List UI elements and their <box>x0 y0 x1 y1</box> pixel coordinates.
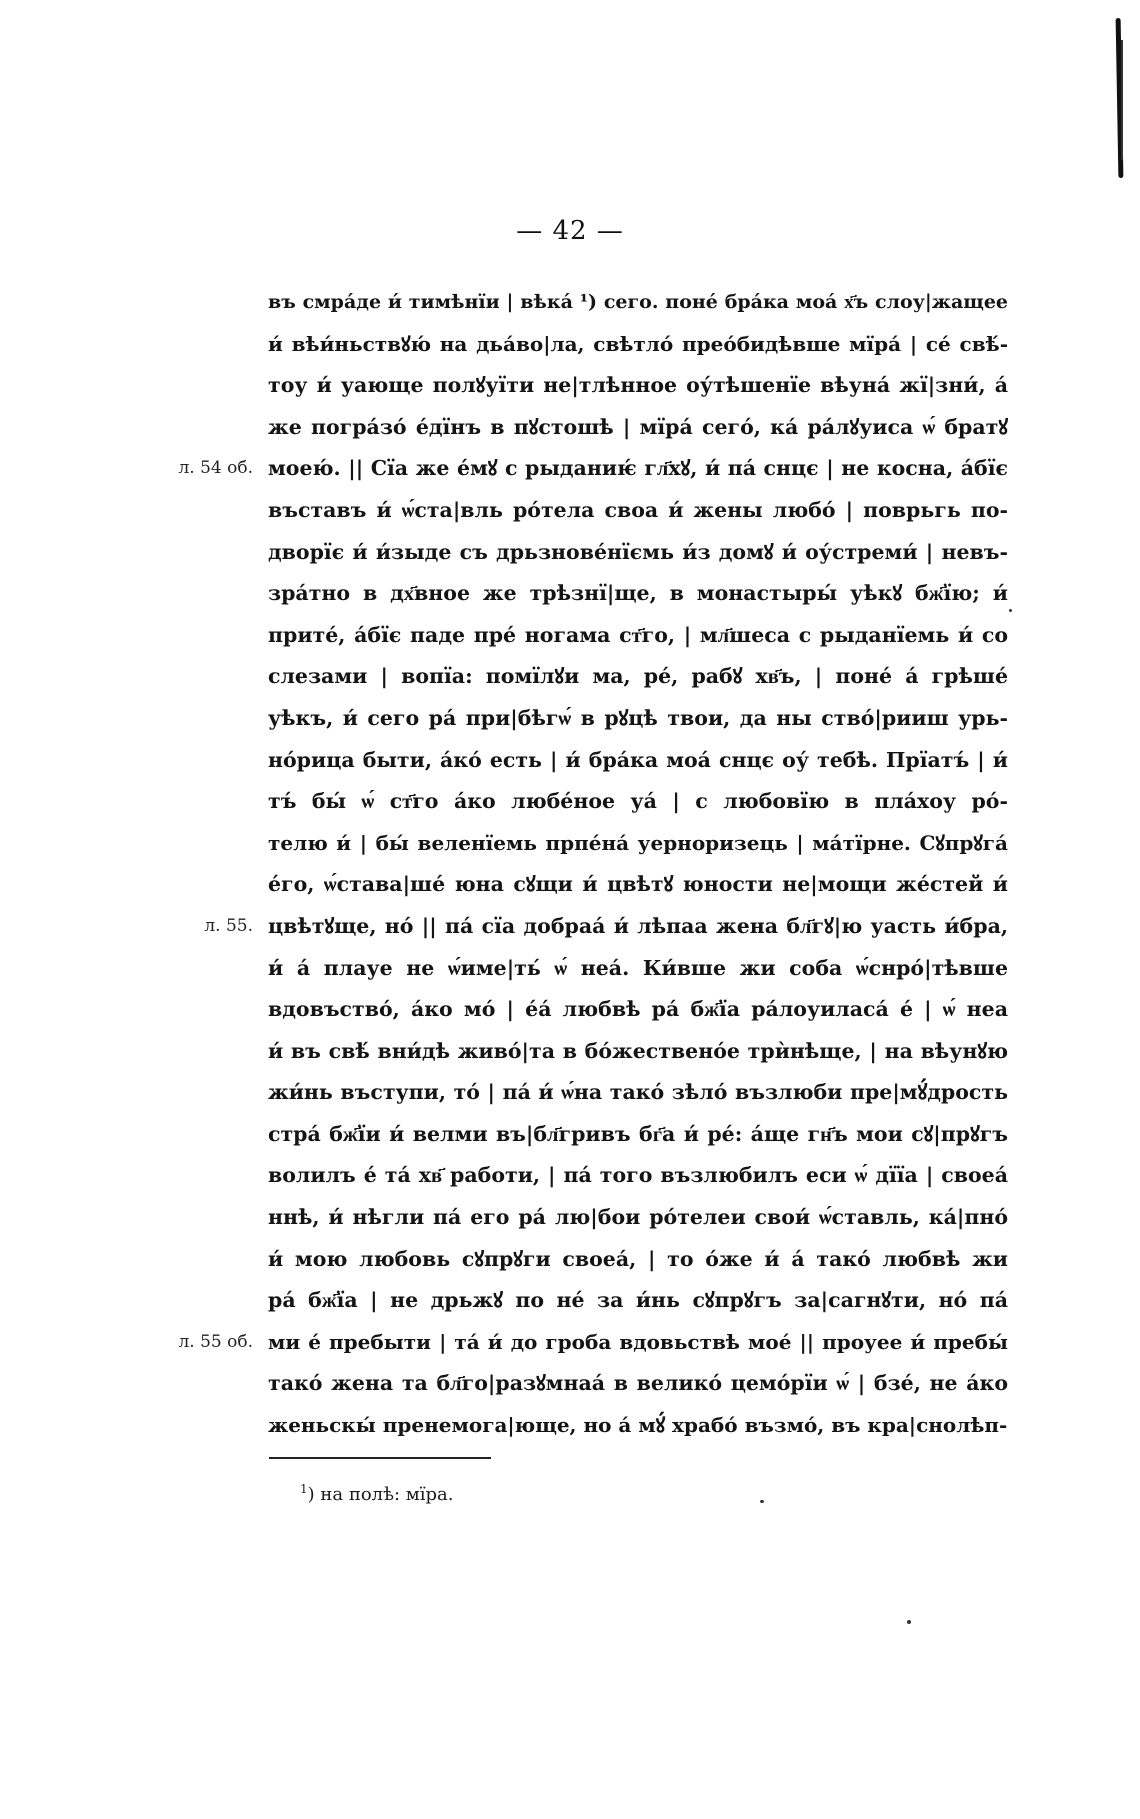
page-speck <box>760 1500 764 1503</box>
text-line: и́ вѣи́ньствꙋю́ на дьа́во|ла, свѣтло́ прео́бидѣвше мїра́ | се́ свѣ́- <box>268 331 1008 356</box>
text-line: ннѣ, и́ нѣгли па́ его ра́ лю|бои ро́телеи свои́ ѡ́ставль, ка́|пно́ <box>268 1205 1008 1230</box>
text-line: прите́, а́бїє паде пре́ ногама ст҃го, | мл҃шеса с рыданїемь и́ со <box>268 622 1008 647</box>
footnote-text: ) на полѣ: мїра. <box>307 1484 454 1505</box>
text-line: моею́. || Сїа же е́мꙋ с рыданиѥ́ гл҃хꙋ, и́ па́ снцє | не косна, а́бїє л. 54 об. <box>268 448 1008 490</box>
text-line: тоу и́ уающе полꙋуїти не|тлѣнное оу́тѣшенїе вѣуна́ жї|зни́, а́ <box>268 373 1008 398</box>
page-number: — 42 — <box>516 216 624 246</box>
margin-folio-note: л. 54 об. <box>178 458 253 479</box>
text-line: дворїє и́ и́зыде съ дрьзнове́нїємь и́з домꙋ и́ оу́стреми́ | невъ- <box>268 539 1008 564</box>
text-line: уѣкъ, и́ сего ра́ при|бѣгѡ́ в рꙋцѣ твои, да ны ство́|рииш урь- <box>268 705 1008 730</box>
text-line: женьскы́ пренемога|юще, но а́ мꙋ́ храбо́ възмо́, въ кра|снолѣп- <box>268 1413 1008 1438</box>
footnote-rule <box>269 1457 491 1459</box>
text-line: ра́ бж҃їа | не дрьжꙋ по не́ за и́нь сꙋпрꙋгъ за|сагнꙋти, но́ па́ <box>268 1288 1008 1313</box>
text-line: зра́тно в дх҃вное же трѣзнї|ще, в монастыры́ уѣкꙋ бж҃їю; и́ <box>268 581 1008 606</box>
text-line: е́го, ѡ́става|ше́ юна сꙋщи и́ цвѣтꙋ юности не|мощи же́стей и́ <box>268 872 1008 897</box>
footnote-mark: 1 <box>300 1482 308 1496</box>
text-line: тако́ жена та бл҃го|разꙋмнаа́ в велико́ цемо́рїи ѡ́ | бзе́, не а́ко <box>268 1371 1008 1396</box>
text-line: тъ́ бы́ ѡ́ ст҃го а́ко любе́ное уа́ | с любовїю в пла́хоу ро́- <box>268 789 1008 814</box>
main-text-block <box>178 282 1008 1447</box>
text-line: же погра́зо́ е́дїнъ в пꙋстошѣ | мїра́ сего́, ка́ ра́лꙋуиса ѡ́ братꙋ <box>268 414 1008 439</box>
text-line: телю и́ | бы́ веленїемь прпе́на́ уерноризець | ма́тїрне. Сꙋпрꙋга́ <box>268 830 1008 855</box>
text-line: и́ въ свѣ́ вни́дѣ живо́|та в бо́жествено́е трѝнѣще, | на вѣунꙋю <box>268 1038 1008 1063</box>
margin-folio-note: л. 55. <box>204 915 253 936</box>
page-speck <box>1009 609 1012 612</box>
footnote <box>300 1482 453 1505</box>
text-line: и́ мою любовь сꙋпрꙋги своеа́, | то о́же и́ а́ тако́ любвѣ жи <box>268 1246 1008 1271</box>
text-line: но́рица быти, а́ко́ есть | и́ бра́ка моа́ снцє оу́ тебѣ. Прїатъ́ | и́ <box>268 747 1008 772</box>
text-line: слезами | вопїа: помїлꙋи ма, ре́, рабꙋ хв҃ъ, | поне́ а́ грѣше́ <box>268 664 1008 689</box>
text-line: цвѣтꙋще, но́ || па́ сїа добраа́ и́ лѣпаа жена бл҃гꙋ|ю уасть и́бра, л. 55. <box>268 906 1008 948</box>
page-speck <box>907 1620 911 1624</box>
text-line: вдовъство́, а́ко мо́ | е́а́ любвѣ ра́ бж҃їа ра́лоуиласа́ е́ | ѡ́ неа <box>268 997 1008 1022</box>
text-line: стра́ бж҃їи и́ велми въ|бл҃гривъ бг҃а и́ ре́: а́ще гн҃ъ мои сꙋ|прꙋгъ <box>268 1121 1008 1146</box>
text-line: ми е́ пребыти | та́ и́ до гроба вдовьствѣ мое́ || проуее и́ пребы́ л. 55 об. <box>268 1322 1008 1364</box>
text-line: волилъ е́ та́ хв҃ работи, | па́ того възлюбилъ еси ѡ́ дїїа | своеа́ <box>268 1163 1008 1188</box>
text-line: въставъ и́ ѡ́ста|вль ро́тела своа и́ жены любо́ | поврьгь по- <box>268 497 1008 522</box>
text-line: жи́нь въступи, то́ | па́ и́ ѡ́на тако́ зѣло́ възлюби пре|мꙋ́дрость <box>268 1080 1008 1105</box>
text-line: въ смра́де и́ тимѣнїи | вѣка́ ¹) сего. поне́ бра́ка моа́ х҃ъ слоу|жащее <box>268 291 1008 313</box>
text-line: и́ а́ плауе не ѡ́име|ть́ ѡ́ неа́. Ки́вше жи соба ѡ́снро́|тѣвше <box>268 955 1008 980</box>
page-edge-shadow-inner <box>1121 40 1123 160</box>
margin-folio-note: л. 55 об. <box>178 1331 253 1352</box>
